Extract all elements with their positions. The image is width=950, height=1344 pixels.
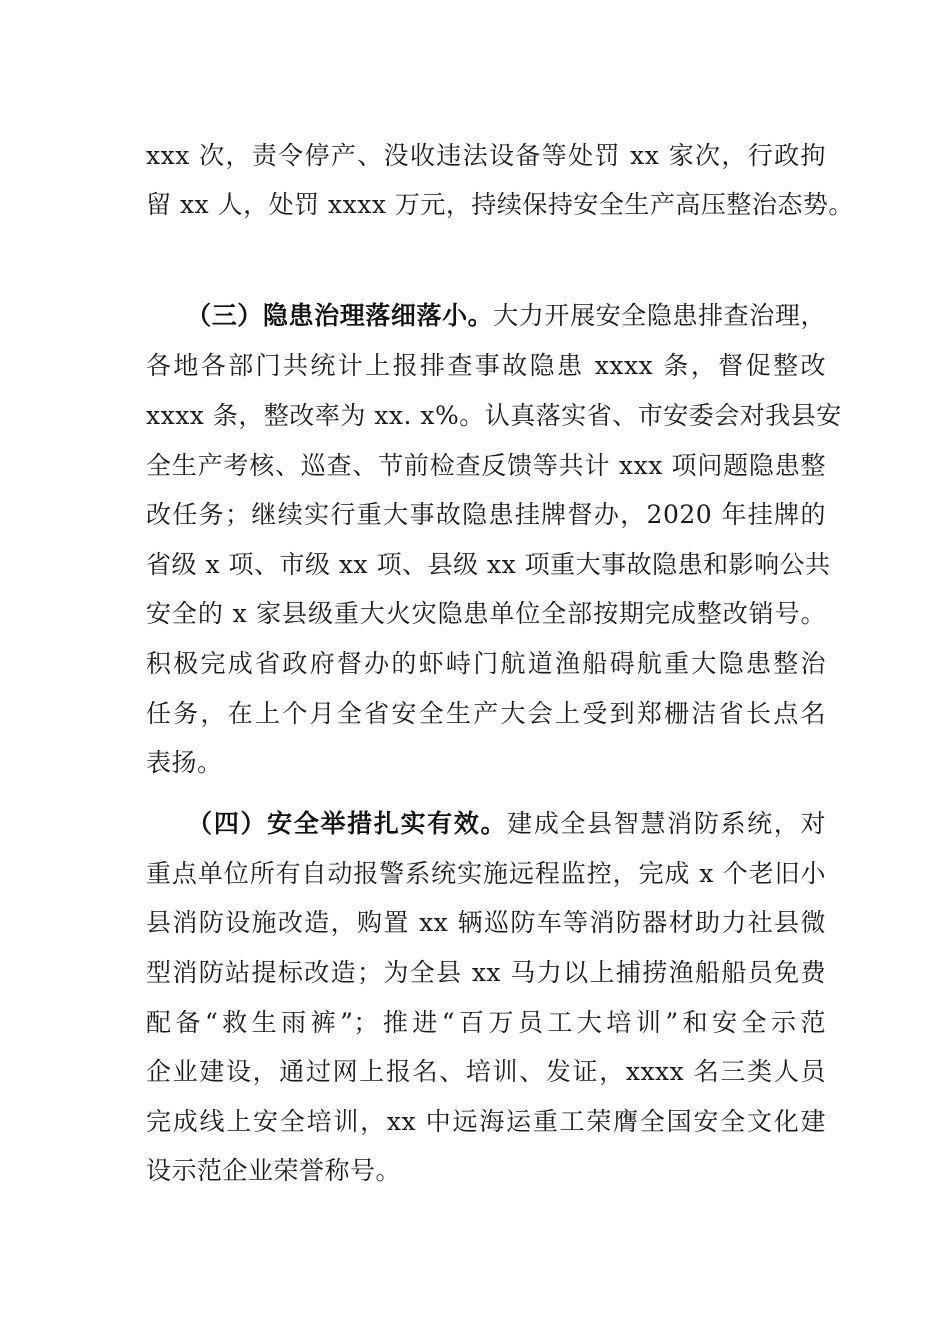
paragraph-1-line-2: 留 xx 人，处罚 xxxx 万元，持续保持安全生产高压整治态势。 [146,190,854,219]
paragraph-3-line-1-text: 建成全县智慧消防系统，对 [507,809,826,838]
paragraph-2-line-10: 表扬。 [146,748,223,777]
paragraph-2-line-8: 积极完成省政府督办的虾峙门航道渔船碍航重大隐患整治 [146,649,826,678]
paragraph-2-line-1-text: 大力开展安全隐患排查治理， [493,301,826,330]
paragraph-2-line-5: 改任务；继续实行重大事故隐患挂牌督办，2020 年挂牌的 [146,500,826,529]
paragraph-3-line-5: 配备“救生雨裤”；推进“百万员工大培训”和安全示范 [146,1008,826,1037]
paragraph-3-line-4: 型消防站提标改造；为全县 xx 马力以上捕捞渔船船员免费 [146,958,826,987]
paragraph-3-line-3: 县消防设施改造，购置 xx 辆巡防车等消防器材助力社县微 [146,908,826,937]
paragraph-2-line-7: 安全的 x 家县级重大火灾隐患单位全部按期完成整改销号。 [146,599,826,628]
paragraph-3-line-7: 完成线上安全培训，xx 中远海运重工荣膺全国安全文化建 [146,1107,826,1136]
paragraph-2-line-6: 省级 x 项、市级 xx 项、县级 xx 项重大事故隐患和影响公共 [146,550,831,579]
section-heading-4: （四）安全举措扎实有效。 [186,809,508,838]
paragraph-2-line-1 [146,299,826,333]
paragraph-1-line-1: xxx 次，责令停产、没收违法设备等处罚 xx 家次，行政拘 [146,141,826,170]
paragraph-2-line-3: xxxx 条，整改率为 xx. x%。认真落实省、市安委会对我县安 [146,401,842,430]
paragraph-3-line-6: 企业建设，通过网上报名、培训、发证，xxxx 名三类人员 [146,1057,826,1086]
paragraph-2-line-4: 全生产考核、巡查、节前检查反馈等共计 xxx 项问题隐患整 [146,451,826,480]
paragraph-2-line-9: 任务，在上个月全省安全生产大会上受到郑栅洁省长点名 [146,699,826,728]
paragraph-3-line-8: 设示范企业荣誉称号。 [146,1156,402,1185]
paragraph-2-line-2: 各地各部门共统计上报排查事故隐患 xxxx 条，督促整改 [146,351,826,380]
section-heading-3: （三）隐患治理落细落小。 [186,301,494,330]
paragraph-3-line-1 [146,807,826,841]
paragraph-3-line-2: 重点单位所有自动报警系统实施远程监控，完成 x 个老旧小 [146,859,826,888]
